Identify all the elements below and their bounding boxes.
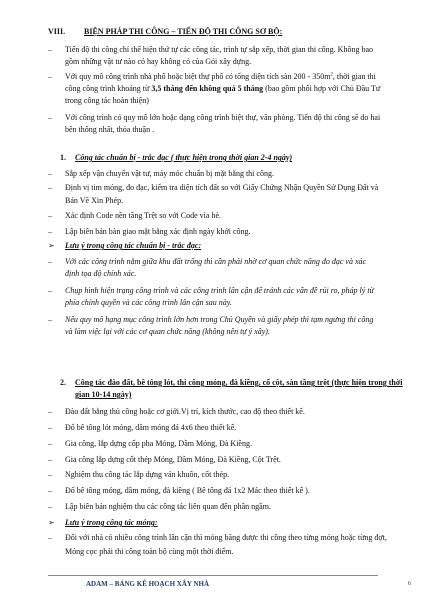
note-line: Móng cọc phải thi công toàn bộ cùng một thời điểm. [65, 547, 234, 556]
page-number: 6 [408, 581, 411, 587]
text-span: , thời gian thi [332, 72, 376, 81]
list-item: Nghiệm thu công tác lắp dựng ván khuôn, cốt thép. [65, 470, 230, 479]
section-heading: BIỆN PHÁP THI CÔNG – TIẾN ĐỘ THI CÔNG SƠ BỘ: [84, 27, 283, 36]
dash-bullet: – [48, 470, 52, 479]
dash-bullet: – [48, 72, 52, 81]
dash-bullet: – [48, 502, 52, 511]
list-item: Lập biên bản bàn giao mặt bằng xác định ngày khởi công. [65, 227, 251, 236]
subsection-title: gian 10-14 ngày) [75, 390, 132, 399]
dash-bullet: – [48, 183, 52, 192]
subsection-title: Công tác đào đất, bê tông lót, thi công móng, đà kiềng, cổ cột, sàn tầng trệt (thực hiện trong thời [75, 378, 403, 387]
arrow-bullet-icon: ➢ [48, 518, 55, 527]
note-line: Nếu quy mô hạng mục công trình lớn hơn trong Chủ Quyền và giấy phép thì tạm ngưng thi công [65, 315, 374, 324]
arrow-bullet-icon: ➢ [48, 241, 55, 250]
list-item: Gia công lắp dựng cốt thép Móng, Dầm Móng, Đà Kiềng, Cột Trệt. [65, 455, 281, 464]
list-item: Lập biên bản nghiệm thu các công tác liên quan đến phần ngầm. [65, 502, 271, 511]
paragraph-line: Với công trình có quy mô lớn hoặc dạng công trình biệt thự, văn phòng. Tiến độ thi công sẽ do hai [65, 113, 381, 122]
note-line: Với các công trình nằm giữa khu đất trống thì cần phải nhờ cơ quan chức năng đo đạc và xác [65, 257, 367, 266]
subsection-number: 1. [60, 153, 66, 162]
list-item: Xác định Code nền tầng Trệt so với Code vỉa hè. [65, 211, 221, 220]
paragraph-line: gồm những vật tư nào có hay không có của Gói xây dựng. [65, 57, 252, 66]
list-item: Định vị tim móng, đo đạc, kiểm tra diện tích đất so với Giấy Chứng Nhận Quyền Sử Dụng Đất và [65, 183, 379, 192]
footer-divider [48, 575, 378, 576]
subsection-title: Công tác chuẩn bị - trắc đạc ( thực hiện trong thời gian 2-4 ngày) [75, 153, 293, 162]
footer-text: ADAM – BẢNG KÊ HOẠCH XÂY NHÀ [86, 580, 210, 588]
dash-bullet: – [48, 211, 52, 220]
note-line: Đối với nhà có nhiều công trình lân cận thì móng băng được thi công theo từng móng hoặc từng đợt, [65, 533, 387, 542]
paragraph-line: trong công tác hoàn thiện) [65, 96, 149, 105]
dash-bullet: – [48, 439, 52, 448]
note-line: phía chính quyền và các công trình lân cận sau này. [65, 298, 232, 307]
dash-bullet: – [48, 455, 52, 464]
paragraph-line [65, 84, 380, 94]
note-line: Chụp hình hiện trạng công trình và các công trình lân cận để tránh các vấn đề rủi ro, pháp lý từ [65, 286, 374, 295]
note-title: Lưu ý trong công tác chuẩn bị - trắc đạc: [65, 241, 202, 250]
dash-bullet: – [48, 45, 52, 54]
section-heading-number: VIII. [48, 27, 66, 36]
bold-duration: 3,5 tháng đến không quá 5 tháng [151, 84, 264, 93]
dash-bullet: – [48, 486, 52, 495]
dash-bullet: – [48, 407, 52, 416]
superscript: 2 [330, 72, 333, 78]
text-span: (bao gồm phối hợp với Chủ Đầu Tư [263, 84, 381, 93]
subsection-number: 2. [60, 378, 66, 387]
list-item-continuation: Bản Vẽ Xin Phép. [65, 196, 124, 205]
dash-bullet: – [48, 423, 52, 432]
dash-bullet: – [48, 286, 52, 295]
list-item: Đổ bê tông lót móng, dầm móng đá 4x6 theo thiết kế. [65, 423, 237, 432]
note-line: định tọa độ chính xác. [65, 269, 137, 278]
dash-bullet: – [48, 533, 52, 542]
note-title: Lưu ý trong công tác móng: [65, 518, 158, 527]
note-line: và làm việc lại với các cơ quan chức năng (không nên tự ý xây). [65, 327, 270, 336]
paragraph-line: bên thống nhất, thỏa thuận . [65, 125, 155, 134]
list-item: Sắp xếp vận chuyển vật tư, máy móc chuẩn bị mặt bằng thi công. [65, 169, 274, 178]
dash-bullet: – [48, 315, 52, 324]
dash-bullet: – [48, 169, 52, 178]
dash-bullet: – [48, 257, 52, 266]
list-item: Đào đất bằng thủ công hoặc cơ giới.Vị trí, kích thước, cao độ theo thiết kế. [65, 407, 305, 416]
text-span: công công trình khoảng từ [65, 84, 152, 93]
list-item: Đổ bê tông móng, dầm móng, đà kiềng ( Bê tông đá 1x2 Mác theo thiết kế ). [65, 486, 310, 495]
paragraph-line: Tiến độ thi công chỉ thể hiện thứ tự các công tác, trình tự sắp xếp, thời gian thi công. Không bao [65, 45, 373, 54]
dash-bullet: – [48, 227, 52, 236]
list-item: Gia công, lắp dựng cốp pha Móng, Dầm Móng, Đà Kiềng. [65, 439, 252, 448]
paragraph-line [65, 72, 376, 82]
text-span: Với quy mô công trình nhà phố hoặc biệt thự phố có tổng diện tích sàn 200 - 350m [65, 72, 331, 81]
dash-bullet: – [48, 113, 52, 122]
